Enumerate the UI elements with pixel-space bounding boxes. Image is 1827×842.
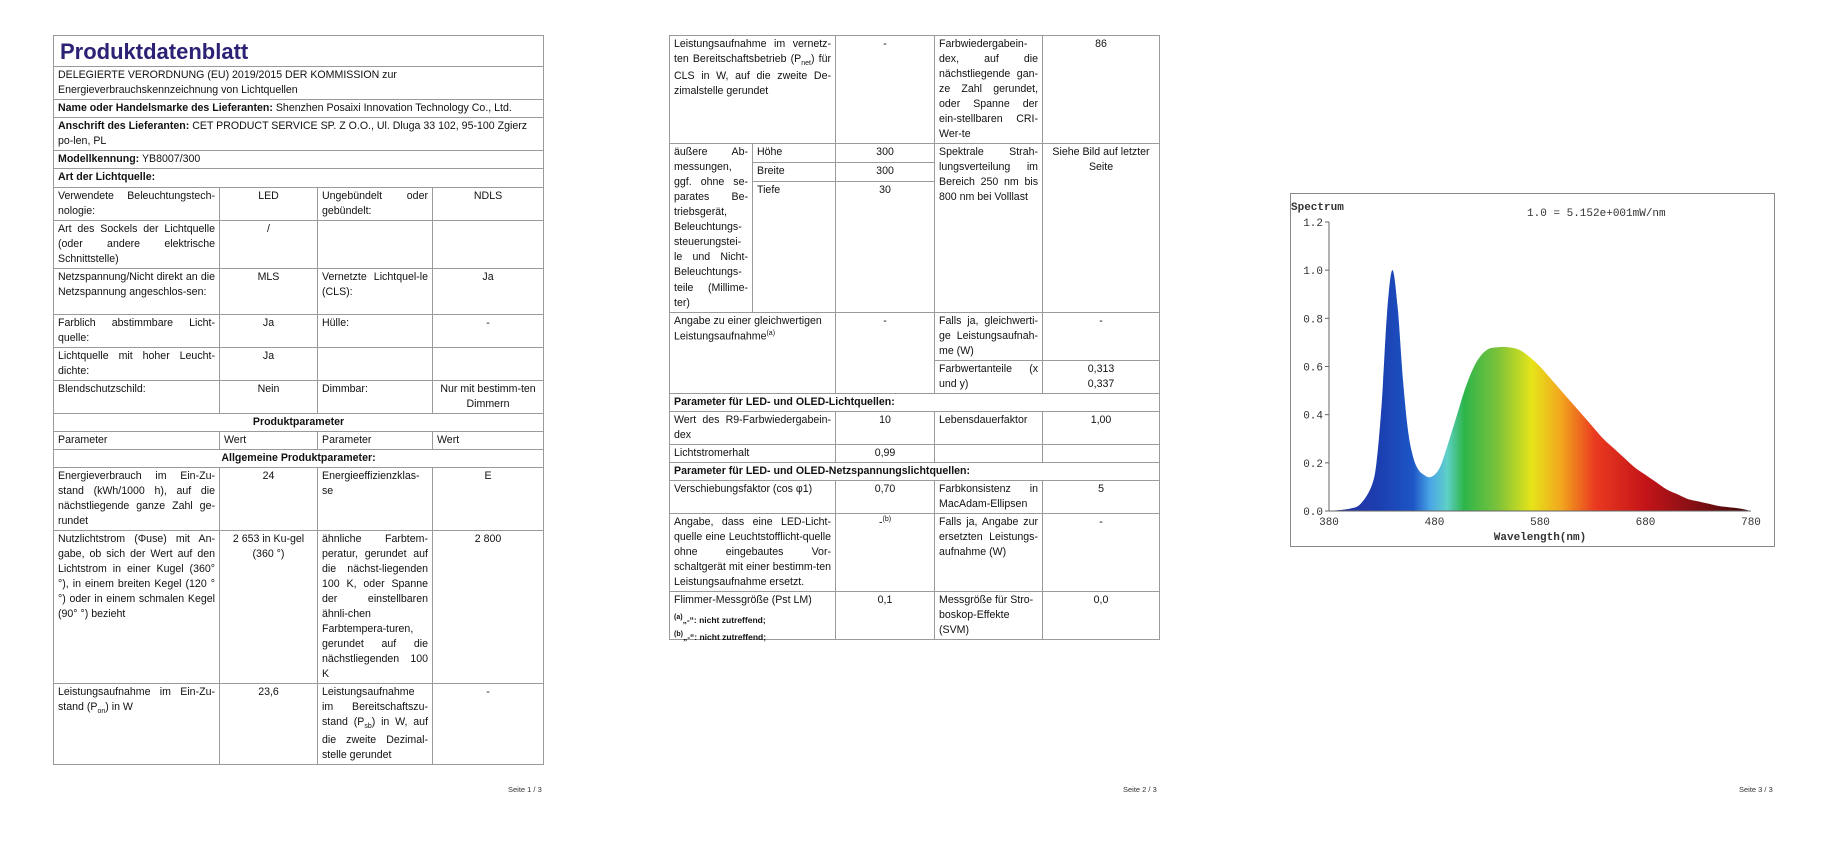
pnet-label-b: ) für CLS in W, auf die zweite De-zimalstelle gerundet bbox=[674, 53, 832, 98]
row2-value2: Ja bbox=[433, 268, 544, 314]
cri-label: Farbwiedergabein-dex, auf die nächstliegende gan-ze Zahl gerundet, oder Spanne der ein-stellbaren CRI-Wer-te bbox=[935, 36, 1043, 144]
led-params-heading: Parameter für LED- und OLED-Lichtquellen: bbox=[670, 393, 1160, 411]
depth-label: Tiefe bbox=[753, 182, 836, 312]
row1-label2 bbox=[318, 220, 433, 268]
spectrum-chart bbox=[1290, 193, 1775, 547]
row0-value1: LED bbox=[220, 187, 318, 220]
footnote-a-mark: (a) bbox=[674, 614, 683, 621]
r9-label: Wert des R9-Farbwiedergabein-dex bbox=[670, 411, 836, 444]
page-title: Produktdatenblatt bbox=[54, 36, 544, 67]
product-params-heading: Produktparameter bbox=[54, 413, 544, 431]
equiv-label-text: Angabe zu einer gleichwertigen Leistungsaufnahme bbox=[674, 314, 822, 343]
x-tick-label: 380 bbox=[1319, 517, 1339, 529]
row5-label2: Dimmbar: bbox=[318, 380, 433, 413]
y-tick-label: 0.6 bbox=[1303, 362, 1323, 375]
row1-value2 bbox=[433, 220, 544, 268]
row2-label1: Netzspannung/Nicht direkt an die Netzspannung angeschlos-sen: bbox=[54, 268, 220, 314]
light-source-type-heading: Art der Lichtquelle: bbox=[54, 169, 544, 187]
flicker-label: Flimmer-Messgröße (Pst LM) bbox=[670, 592, 836, 640]
energy-label: Energieverbrauch im Ein-Zu-stand (kWh/1000 h), auf die nächstliegende ganze Zahl ge-rundet bbox=[54, 467, 220, 530]
psb-value: - bbox=[433, 684, 544, 764]
row0-value2: NDLS bbox=[433, 187, 544, 220]
pon-value: 23,6 bbox=[220, 684, 318, 764]
equiv-sup: (a) bbox=[766, 329, 776, 337]
replace-value bbox=[836, 513, 935, 591]
product-datasheet-table-2 bbox=[669, 35, 1160, 640]
page-2 bbox=[669, 35, 1160, 640]
col-header-value-1: Wert bbox=[220, 431, 318, 449]
product-datasheet-table bbox=[53, 35, 544, 765]
row3-value1: Ja bbox=[220, 314, 318, 347]
x-tick-label: 780 bbox=[1741, 517, 1761, 529]
row0-label2: Ungebündelt oder gebündelt: bbox=[318, 187, 433, 220]
row5-value2: Nur mit bestimm-ten Dimmern bbox=[433, 380, 544, 413]
replace-label: Angabe, dass eine LED-Licht-quelle eine Leuchtstofflicht-quelle ohne eingebautes Vor-schaltgerät mit einer bestimm-ten Leistungsaufnahme ersetzt. bbox=[670, 513, 836, 591]
equiv-label bbox=[670, 312, 836, 393]
footnote-a-text: „-“: nicht zutreffend; bbox=[682, 614, 766, 625]
svm-label: Messgröße für Stro-boskop-Effekte (SVM) bbox=[935, 592, 1043, 640]
x-tick-label: 680 bbox=[1635, 517, 1656, 529]
cct-value: 2 800 bbox=[433, 531, 544, 684]
x-axis-label: Wavelength(nm) bbox=[1493, 532, 1587, 544]
supplier-address-row bbox=[54, 118, 544, 151]
pnet-label bbox=[670, 36, 836, 144]
chromaticity-label: Farbwertanteile (x und y) bbox=[935, 360, 1043, 393]
maintenance-value: 0,99 bbox=[836, 444, 935, 462]
footnote-b-mark: (b) bbox=[674, 630, 683, 638]
empty-cell-1 bbox=[935, 444, 1043, 462]
supplier-name: Shenzhen Posaixi Innovation Technology Co., Ltd. bbox=[275, 102, 512, 115]
chart-annotation: 1.0 = 5.152e+001mW/nm bbox=[1527, 208, 1666, 220]
row2-label2: Vernetzte Lichtquel-le (CLS): bbox=[318, 268, 433, 314]
replace-sup: (b) bbox=[882, 515, 892, 523]
row4-value1: Ja bbox=[220, 347, 318, 380]
life-factor-value: 1,00 bbox=[1043, 411, 1160, 444]
y-tick-label: 0.8 bbox=[1303, 314, 1323, 327]
chart-title: Spectrum bbox=[1291, 202, 1344, 214]
row1-label1: Art des Sockels der Lichtquelle (oder andere elektrische Schnittstelle) bbox=[54, 220, 220, 268]
y-tick-label: 1.0 bbox=[1303, 266, 1323, 279]
dimensions-label: äußere Ab-messungen, ggf. ohne se-parates Be-triebsgerät, Beleuchtungs-steuerungstei-le und Nicht-Beleuchtungs-teile (Millime-ter) bbox=[670, 144, 753, 312]
chroma-y: 0,337 bbox=[1087, 377, 1115, 390]
life-factor-label: Lebensdauerfaktor bbox=[935, 411, 1043, 444]
general-params-heading: Allgemeine Produktparameter: bbox=[54, 449, 544, 467]
pnet-label-a: Leistungsaufnahme im vernetz-ten Bereitschaftsbetrieb (P bbox=[674, 38, 832, 66]
svm-value: 0,0 bbox=[1043, 592, 1160, 640]
chromaticity-value bbox=[1043, 360, 1160, 393]
empty-cell-2 bbox=[1043, 444, 1160, 462]
row4-label1: Lichtquelle mit hoher Leucht-dichte: bbox=[54, 347, 220, 380]
model-id: YB8007/300 bbox=[141, 153, 201, 166]
power-factor-value: 0,70 bbox=[836, 480, 935, 513]
replace-power-label: Falls ja, Angabe zur ersetzten Leistungs-aufnahme (W) bbox=[935, 513, 1043, 591]
mains-params-heading: Parameter für LED- und OLED-Netzspannungslichtquellen: bbox=[670, 462, 1160, 480]
flux-label: Nutzlichtstrom (Φuse) mit An-gabe, ob sich der Wert auf den Lichtstrom in einer Kugel (360° °), in einem breiten Kegel (120 °°) oder in einem schmalen Kegel (90° °) bezieht bbox=[54, 531, 220, 684]
pon-label bbox=[54, 684, 220, 764]
width-value: 300 bbox=[836, 163, 935, 182]
cct-label: ähnliche Farbtem-peratur, gerundet auf die nächst-liegenden 100 K, oder Spanne der einstellbaren ähnli-chen Farbtempera-turen, gerundet auf die nächstliegenden 100 K bbox=[318, 531, 433, 684]
spectral-value: Siehe Bild auf letzter Seite bbox=[1043, 144, 1160, 312]
row5-value1: Nein bbox=[220, 380, 318, 413]
x-tick-label: 480 bbox=[1424, 517, 1445, 529]
power-factor-label: Verschiebungsfaktor (cos φ1) bbox=[670, 480, 836, 513]
col-header-param-1: Parameter bbox=[54, 431, 220, 449]
model-label: Modellkennung: bbox=[58, 153, 140, 166]
maintenance-label: Lichtstromerhalt bbox=[670, 444, 836, 462]
row4-label2 bbox=[318, 347, 433, 380]
row4-value2 bbox=[433, 347, 544, 380]
spectral-label: Spektrale Strah-lungsverteilung im Bereich 250 nm bis 800 nm bei Volllast bbox=[935, 144, 1043, 312]
row1-value1: / bbox=[220, 220, 318, 268]
row0-label1: Verwendete Beleuchtungstech-nologie: bbox=[54, 187, 220, 220]
supplier-name-label: Name oder Handelsmarke des Lieferanten: bbox=[58, 102, 273, 115]
macadam-label: Farbkonsistenz in MacAdam-Ellipsen bbox=[935, 480, 1043, 513]
page-2-footer: Seite 2 / 3 bbox=[1123, 785, 1157, 794]
x-tick-label: 580 bbox=[1530, 517, 1550, 529]
energy-class-value: E bbox=[433, 467, 544, 530]
equiv-value: - bbox=[836, 312, 935, 393]
y-tick-label: 0.2 bbox=[1303, 458, 1323, 471]
y-tick-label: 0.4 bbox=[1303, 410, 1323, 423]
psb-sub: sb bbox=[364, 723, 372, 731]
pon-sub: on bbox=[97, 708, 106, 716]
equiv-power-value: - bbox=[1043, 312, 1160, 360]
y-tick-label: 0.0 bbox=[1303, 507, 1323, 519]
pnet-sub: net bbox=[801, 60, 811, 68]
energy-class-label: Energieeffizienzklas-se bbox=[318, 467, 433, 530]
pnet-value: - bbox=[836, 36, 935, 144]
replace-value-text: - bbox=[878, 516, 883, 529]
row3-value2: - bbox=[433, 314, 544, 347]
depth-value: 30 bbox=[836, 182, 935, 312]
spectrum-area bbox=[1329, 270, 1751, 511]
psb-label bbox=[318, 684, 433, 764]
width-label: Breite bbox=[753, 163, 836, 182]
equiv-power-label: Falls ja, gleichwerti-ge Leistungsaufnah-me (W) bbox=[935, 312, 1043, 360]
r9-value: 10 bbox=[836, 411, 935, 444]
psb-label-b: ) in W, auf die zweite Dezimal-stelle gerundet bbox=[322, 716, 429, 761]
page-1 bbox=[53, 35, 544, 765]
footnote-a bbox=[674, 611, 766, 628]
height-label: Höhe bbox=[753, 144, 836, 163]
regulation-text: DELEGIERTE VERORDNUNG (EU) 2019/2015 DER KOMMISSION zur Energieverbrauchskennzeichnung von Lichtquellen bbox=[54, 67, 544, 100]
pon-label-b: ) in W bbox=[105, 701, 133, 714]
chroma-x: 0,313 bbox=[1087, 362, 1115, 375]
row3-label2: Hülle: bbox=[318, 314, 433, 347]
flux-value: 2 653 in Ku-gel (360 °) bbox=[220, 531, 318, 684]
energy-value: 24 bbox=[220, 467, 318, 530]
col-header-value-2: Wert bbox=[433, 431, 544, 449]
row5-label1: Blendschutzschild: bbox=[54, 380, 220, 413]
model-row bbox=[54, 151, 544, 169]
footnote-b-text: „-“: nicht zutreffend; bbox=[682, 631, 767, 642]
height-value: 300 bbox=[836, 144, 935, 163]
cri-value: 86 bbox=[1043, 36, 1160, 144]
col-header-param-2: Parameter bbox=[318, 431, 433, 449]
page-3-footer: Seite 3 / 3 bbox=[1739, 785, 1773, 794]
page-1-footer: Seite 1 / 3 bbox=[508, 785, 542, 794]
footnote-b bbox=[674, 628, 766, 645]
supplier-address: CET PRODUCT SERVICE SP. Z O.O., Ul. Dluga 33 102, 95-100 Zgierz po-len, PL bbox=[58, 120, 528, 148]
flicker-value: 0,1 bbox=[836, 592, 935, 640]
footnotes bbox=[674, 611, 766, 645]
row2-value1: MLS bbox=[220, 268, 318, 314]
row3-label1: Farblich abstimmbare Licht-quelle: bbox=[54, 314, 220, 347]
supplier-name-row bbox=[54, 100, 544, 118]
supplier-address-label: Anschrift des Lieferanten: bbox=[58, 120, 190, 133]
pon-label-a: Leistungsaufnahme im Ein-Zu-stand (P bbox=[58, 686, 215, 714]
replace-power-value: - bbox=[1043, 513, 1160, 591]
y-tick-label: 1.2 bbox=[1303, 218, 1323, 230]
psb-label-a: Leistungsaufnahme im Bereitschaftszu-stand (P bbox=[322, 686, 428, 729]
macadam-value: 5 bbox=[1043, 480, 1160, 513]
